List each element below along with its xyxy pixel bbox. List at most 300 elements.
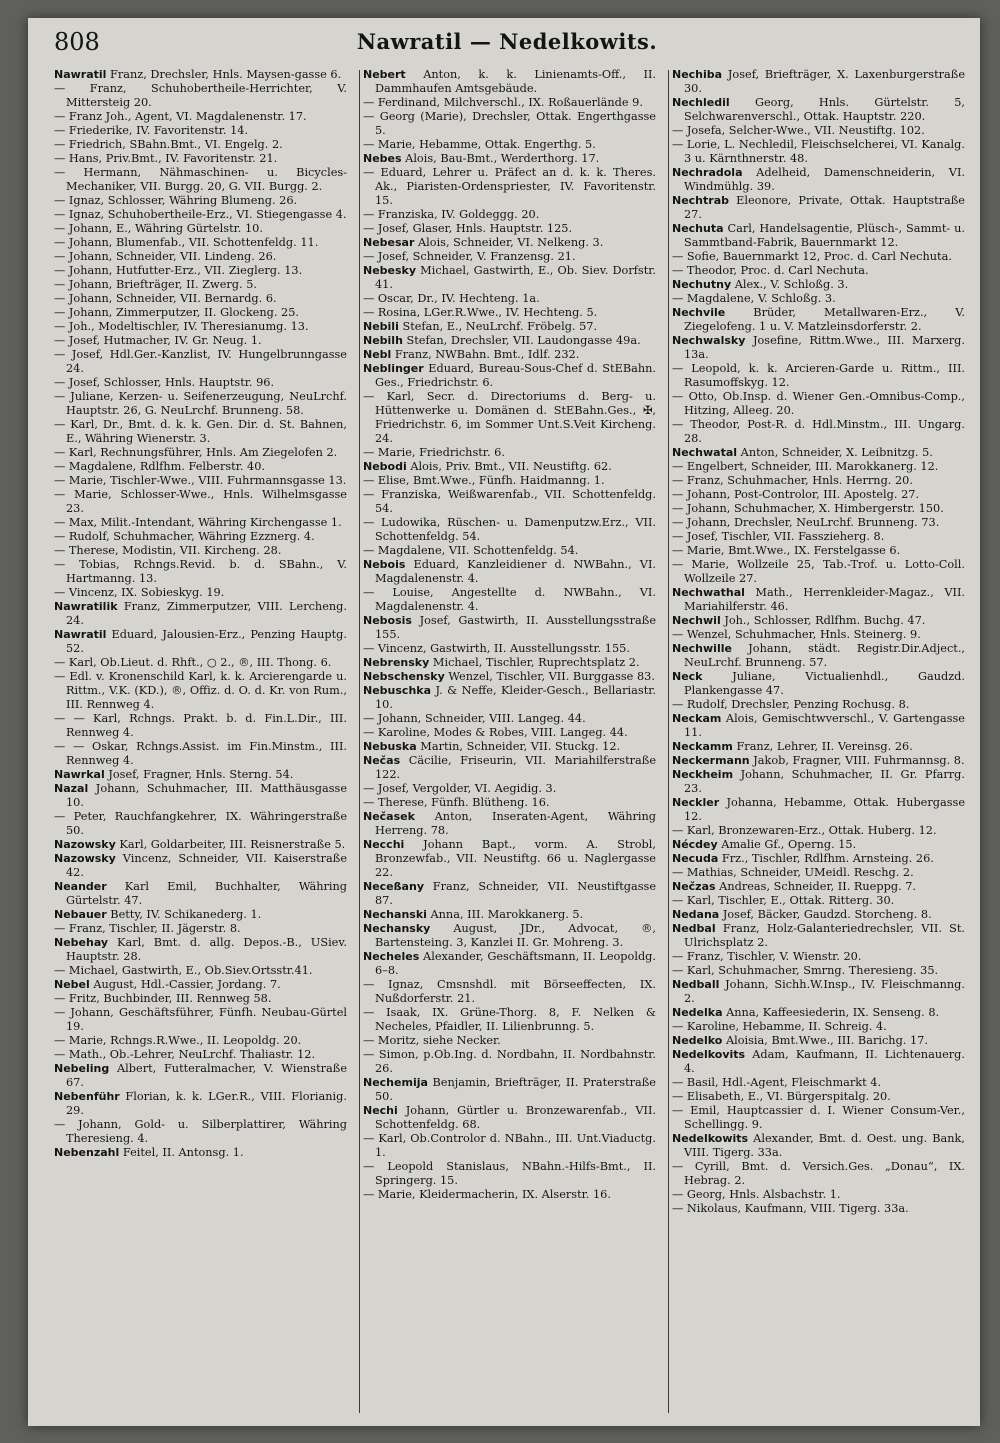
directory-entry: [672, 922, 965, 950]
entry-details: — Josef, Hutmacher, IV. Gr. Neug. 1.: [54, 334, 262, 347]
column-middle: [363, 68, 656, 1413]
directory-entry: [54, 740, 347, 768]
entry-details: — Cyrill, Bmt. d. Versich.Ges. „Donau“, IX. Hebrag. 2.: [672, 1160, 965, 1187]
directory-entry: [672, 1132, 965, 1160]
entry-details: Johann, Schuhmacher, II. Gr. Pfarrg. 23.: [684, 768, 965, 795]
directory-entry: [54, 138, 347, 152]
entry-details: — Franz, Tischler, II. Jägerstr. 8.: [54, 922, 241, 935]
entry-details: Franz, Zimmerputzer, VIII. Lercheng. 24.: [66, 600, 347, 627]
directory-entry: [672, 138, 965, 166]
directory-entry: [672, 614, 965, 628]
directory-entry: [672, 1090, 965, 1104]
directory-entry: [363, 348, 656, 362]
entry-details: — Therese, Fünfh. Blütheng. 16.: [363, 796, 550, 809]
directory-entry: [363, 320, 656, 334]
directory-entry: [54, 250, 347, 264]
entry-surname: Nečzas: [672, 880, 716, 893]
entry-details: Math., Herrenkleider-Magaz., VII. Mariahilferstr. 46.: [684, 586, 965, 613]
directory-entry: [363, 236, 656, 250]
entry-details: — Marie, Wollzeile 25, Tab.-Trof. u. Lotto-Coll. Wollzeile 27.: [672, 558, 965, 585]
directory-entry: [363, 488, 656, 516]
directory-entry: [54, 208, 347, 222]
entry-surname: Nebert: [363, 68, 406, 81]
entry-details: — Franz, Schuhmacher, Hnls. Herrng. 20.: [672, 474, 913, 487]
directory-entry: [672, 740, 965, 754]
entry-details: Eduard, Jalousien-Erz., Penzing Hauptg. 52.: [66, 628, 347, 655]
entry-details: Alois, Schneider, VI. Nelkeng. 3.: [418, 236, 604, 249]
directory-entry: [54, 418, 347, 446]
directory-entry: [363, 838, 656, 880]
entry-details: — Karoline, Hebamme, II. Schreig. 4.: [672, 1020, 887, 1033]
directory-entry: [672, 880, 965, 894]
entry-details: Feitel, II. Antonsg. 1.: [122, 1146, 244, 1159]
entry-details: Vincenz, Schneider, VII. Kaiserstraße 42.: [66, 852, 347, 879]
entry-details: — Franz, Tischler, V. Wienstr. 20.: [672, 950, 862, 963]
entry-surname: Nebschensky: [363, 670, 445, 683]
entry-details: — Theodor, Proc. d. Carl Nechuta.: [672, 264, 869, 277]
directory-entry: [363, 726, 656, 740]
entry-details: — Hermann, Nähmaschinen- u. Bicycles-Mechaniker, VII. Burgg. 20, G. VII. Burgg. 2.: [54, 166, 347, 193]
entry-surname: Nechwathal: [672, 586, 745, 599]
directory-entry: [363, 222, 656, 236]
directory-entry: [672, 460, 965, 474]
entry-details: — Karl, Tischler, E., Ottak. Ritterg. 30.: [672, 894, 895, 907]
entry-details: Karl Emil, Buchhalter, Währing Gürtelstr. 47.: [66, 880, 347, 907]
entry-details: — Vincenz, IX. Sobieskyg. 19.: [54, 586, 225, 599]
entry-details: Franz, NWBahn. Bmt., Idlf. 232.: [394, 348, 580, 361]
entry-details: Johann, Gürtler u. Bronzewarenfab., VII. Schottenfeldg. 68.: [375, 1104, 656, 1131]
entry-surname: Nebois: [363, 558, 406, 571]
directory-entry: [672, 334, 965, 362]
page-header: [54, 26, 960, 60]
entry-details: — Karl, Bronzewaren-Erz., Ottak. Huberg. 12.: [672, 824, 937, 837]
entry-surname: Necchi: [363, 838, 405, 851]
directory-entry: [54, 236, 347, 250]
directory-entry: [54, 376, 347, 390]
directory-entry: [54, 460, 347, 474]
entry-details: Stefan, E., NeuLrchf. Fröbelg. 57.: [402, 320, 598, 333]
directory-entry: [672, 1202, 965, 1216]
directory-entry: [54, 782, 347, 810]
entry-details: — — Oskar, Rchngs.Assist. im Fin.Minstm., III. Rennweg 4.: [54, 740, 347, 767]
entry-details: — Franz Joh., Agent, VI. Magdalenenstr. 17.: [54, 110, 307, 123]
directory-entry: [54, 768, 347, 782]
directory-entry: [363, 922, 656, 950]
entry-details: Eduard, Bureau-Sous-Chef d. StEBahn. Ges., Friedrichstr. 6.: [375, 362, 656, 389]
directory-entry: [54, 978, 347, 992]
entry-details: — Ignaz, Schlosser, Währing Blumeng. 26.: [54, 194, 298, 207]
entry-details: — Nikolaus, Kaufmann, VIII. Tigerg. 33a.: [672, 1202, 909, 1215]
directory-entry: [54, 1090, 347, 1118]
directory-entry: [54, 348, 347, 376]
directory-entry: [54, 936, 347, 964]
entry-details: — Johann, Briefträger, II. Zwerg. 5.: [54, 278, 257, 291]
directory-entry: [672, 558, 965, 586]
entry-details: — Johann, Schneider, VII. Lindeng. 26.: [54, 250, 277, 263]
directory-entry: [54, 152, 347, 166]
entry-details: — Josef, Glaser, Hnls. Hauptstr. 125.: [363, 222, 573, 235]
directory-entry: [363, 292, 656, 306]
entry-details: Benjamin, Briefträger, II. Praterstraße 50.: [375, 1076, 656, 1103]
entry-details: — Franz, Schuhobertheile-Herrichter, V. Mittersteig 20.: [54, 82, 347, 109]
directory-entry: [363, 614, 656, 642]
directory-entry: [672, 796, 965, 824]
entry-details: Josef, Briefträger, X. Laxenburgerstraße 30.: [684, 68, 965, 95]
entry-details: — Johann, Gold- u. Silberplattirer, Währing Theresieng. 4.: [54, 1118, 347, 1145]
entry-details: — Josef, Tischler, VII. Fasszieherg. 8.: [672, 530, 885, 543]
entry-details: Eduard, Kanzleidiener d. NWBahn., VI. Magdalenenstr. 4.: [375, 558, 656, 585]
entry-details: — Karl, Ob.Lieut. d. Rhft., ○ 2., ®, III. Thong. 6.: [54, 656, 332, 669]
entry-surname: Nechwille: [672, 642, 732, 655]
directory-entry: [672, 698, 965, 712]
entry-details: — Therese, Modistin, VII. Kircheng. 28.: [54, 544, 282, 557]
entry-details: Florian, k. k. LGer.R., VIII. Florianig. 29.: [66, 1090, 347, 1117]
directory-entry: [363, 978, 656, 1006]
entry-details: Johann, städt. Registr.Dir.Adject., NeuLrchf. Brunneng. 57.: [684, 642, 965, 669]
entry-surname: Nebuschka: [363, 684, 432, 697]
directory-entry: [672, 1188, 965, 1202]
directory-entry: [672, 1048, 965, 1076]
directory-entry: [363, 446, 656, 460]
entry-details: — Max, Milit.-Intendant, Währing Kirchengasse 1.: [54, 516, 342, 529]
directory-entry: [363, 264, 656, 292]
entry-details: — Ignaz, Schuhobertheile-Erz., VI. Stiegengasse 4.: [54, 208, 347, 221]
directory-entry: [672, 1034, 965, 1048]
entry-details: — Marie, Bmt.Wwe., IX. Ferstelgasse 6.: [672, 544, 901, 557]
entry-details: — Isaak, IX. Grüne-Thorg. 8, F. Nelken & Necheles, Pfaidler, II. Lilienbrunng. 5.: [363, 1006, 656, 1033]
directory-entry: [54, 82, 347, 110]
column-rule: [668, 70, 669, 1413]
entry-details: Georg, Hnls. Gürtelstr. 5, Selchwarenverschl., Ottak. Hauptstr. 220.: [684, 96, 965, 123]
entry-details: August, JDr., Advocat, ®, Bartensteing. 3, Kanzlei II. Gr. Mohreng. 3.: [375, 922, 656, 949]
directory-entry: [54, 306, 347, 320]
directory-entry: [363, 1006, 656, 1034]
directory-entry: [54, 488, 347, 516]
entry-details: Anton, k. k. Linienamts-Off., II. Dammhaufen Amtsgebäude.: [375, 68, 656, 95]
entry-details: — Eduard, Lehrer u. Präfect an d. k. k. Theres. Ak., Piaristen-Ordenspriester, IV. Favoritenstr. 15.: [363, 166, 656, 207]
entry-details: Karl, Goldarbeiter, III. Reisnerstraße 5.: [119, 838, 346, 851]
entry-details: — — Karl, Rchngs. Prakt. b. d. Fin.L.Dir., III. Rennweg 4.: [54, 712, 347, 739]
entry-details: Cäcilie, Friseurin, VII. Mariahilferstraße 122.: [375, 754, 656, 781]
entry-details: Jakob, Fragner, VIII. Fuhrmannsg. 8.: [753, 754, 965, 767]
entry-details: — Josefa, Selcher-Wwe., VII. Neustiftg. 102.: [672, 124, 925, 137]
entry-details: — Math., Ob.-Lehrer, NeuLrchf. Thaliastr. 12.: [54, 1048, 316, 1061]
entry-surname: Nawrkal: [54, 768, 105, 781]
entry-details: Anna, Kaffeesiederin, IX. Senseng. 8.: [726, 1006, 940, 1019]
entry-details: — Wenzel, Schuhmacher, Hnls. Steinerg. 9.: [672, 628, 921, 641]
directory-entry: [54, 558, 347, 586]
entry-surname: Nedelkovits: [672, 1048, 746, 1061]
entry-surname: Neckermann: [672, 754, 750, 767]
directory-entry: [672, 68, 965, 96]
directory-entry: [672, 530, 965, 544]
directory-entry: [54, 1006, 347, 1034]
entry-details: — Josef, Schneider, V. Franzensg. 21.: [363, 250, 576, 263]
directory-entry: [363, 880, 656, 908]
directory-entry: [363, 544, 656, 558]
entry-surname: Nedelko: [672, 1034, 723, 1047]
directory-entry: [54, 474, 347, 488]
entry-details: — Johann, Geschäftsführer, Fünfh. Neubau-Gürtel 19.: [54, 1006, 347, 1033]
entry-details: J. & Neffe, Kleider-Gesch., Bellariastr. 10.: [375, 684, 656, 711]
directory-entry: [363, 684, 656, 712]
entry-details: — Oscar, Dr., IV. Hechteng. 1a.: [363, 292, 540, 305]
entry-surname: Neckamm: [672, 740, 733, 753]
entry-surname: Nechledil: [672, 96, 730, 109]
directory-entry: [672, 670, 965, 698]
entry-surname: Nechtrab: [672, 194, 729, 207]
entry-surname: Nebenzahl: [54, 1146, 120, 1159]
directory-page: [28, 18, 980, 1426]
directory-entry: [672, 222, 965, 250]
directory-entry: [363, 460, 656, 474]
entry-details: — Karoline, Modes & Robes, VIII. Langeg. 44.: [363, 726, 628, 739]
entry-details: — Johann, E., Währing Gürtelstr. 10.: [54, 222, 263, 235]
directory-entry: [54, 166, 347, 194]
entry-details: — Franziska, IV. Goldeggg. 20.: [363, 208, 540, 221]
entry-details: Adelheid, Damenschneiderin, VI. Windmühlg. 39.: [684, 166, 965, 193]
entry-surname: Nebesky: [363, 264, 417, 277]
entry-surname: Nedelka: [672, 1006, 723, 1019]
entry-surname: Nechradola: [672, 166, 743, 179]
directory-entry: [363, 250, 656, 264]
entry-details: — Tobias, Rchngs.Revid. b. d. SBahn., V. Hartmanng. 13.: [54, 558, 347, 585]
entry-surname: Nečasek: [363, 810, 415, 823]
directory-entry: [54, 852, 347, 880]
directory-entry: [672, 1160, 965, 1188]
directory-entry: [672, 586, 965, 614]
directory-entry: [672, 838, 965, 852]
directory-entry: [363, 474, 656, 488]
directory-entry: [672, 642, 965, 670]
entry-surname: Nechansky: [363, 922, 431, 935]
entry-details: — Sofie, Bauernmarkt 12, Proc. d. Carl Nechuta.: [672, 250, 952, 263]
entry-details: Amalie Gf., Operng. 15.: [721, 838, 857, 851]
directory-entry: [54, 292, 347, 306]
entry-details: — Karl, Ob.Controlor d. NBahn., III. Unt.Viaductg. 1.: [363, 1132, 656, 1159]
directory-entry: [54, 334, 347, 348]
directory-entry: [672, 488, 965, 502]
entry-details: — Karl, Dr., Bmt. d. k. k. Gen. Dir. d. St. Bahnen, E., Währing Wienerstr. 3.: [54, 418, 347, 445]
entry-details: Anton, Inseraten-Agent, Währing Herreng. 78.: [375, 810, 656, 837]
directory-entry: [54, 964, 347, 978]
directory-entry: [54, 810, 347, 838]
entry-details: — Johann, Post-Controlor, III. Apostelg. 27.: [672, 488, 920, 501]
entry-surname: Nechemija: [363, 1076, 428, 1089]
directory-entry: [54, 1118, 347, 1146]
directory-entry: [54, 446, 347, 460]
entry-details: Andreas, Schneider, II. Rueppg. 7.: [719, 880, 917, 893]
directory-entry: [363, 208, 656, 222]
entry-details: Franz, Holz-Galanteriedrechsler, VII. St. Ulrichsplatz 2.: [684, 922, 965, 949]
directory-entry: [54, 516, 347, 530]
entry-details: Alois, Gemischtwverschl., V. Gartengasse 11.: [684, 712, 965, 739]
directory-entry: [363, 306, 656, 320]
directory-entry: [672, 754, 965, 768]
entry-details: — Karl, Secr. d. Directoriums d. Berg- u. Hüttenwerke u. Domänen d. StEBahn.Ges., ✠, Friedrichstr. 6, im Sommer Unt.S.Veit Kircheng. 24.: [363, 390, 656, 445]
entry-surname: Nazowsky: [54, 838, 116, 851]
directory-entry: [54, 194, 347, 208]
entry-details: — Ignaz, Cmsnshdl. mit Börseeffecten, IX. Nußdorferstr. 21.: [363, 978, 656, 1005]
entry-surname: Nečas: [363, 754, 401, 767]
directory-entry: [363, 782, 656, 796]
entry-surname: Nebosis: [363, 614, 412, 627]
entry-details: — Ferdinand, Milchverschl., IX. Roßauerlände 9.: [363, 96, 643, 109]
entry-details: August, Hdl.-Cassier, Jordang. 7.: [93, 978, 281, 991]
entry-details: — Marie, Rchngs.R.Wwe., II. Leopoldg. 20.: [54, 1034, 302, 1047]
entry-surname: Nebeling: [54, 1062, 110, 1075]
directory-entry: [54, 124, 347, 138]
entry-details: — Franziska, Weißwarenfab., VII. Schottenfeldg. 54.: [363, 488, 656, 515]
directory-entry: [363, 740, 656, 754]
entry-surname: Nawratil: [54, 628, 107, 641]
entry-details: — Johann, Schneider, VIII. Langeg. 44.: [363, 712, 586, 725]
directory-entry: [672, 516, 965, 530]
entry-details: Johanna, Hebamme, Ottak. Hubergasse 12.: [684, 796, 965, 823]
entry-details: Johann, Sichh.W.Insp., IV. Fleischmanng. 2.: [684, 978, 965, 1005]
directory-entry: [363, 558, 656, 586]
entry-surname: Neceßany: [363, 880, 424, 893]
entry-surname: Nebes: [363, 152, 402, 165]
entry-details: — Marie, Hebamme, Ottak. Engerthg. 5.: [363, 138, 596, 151]
directory-entry: [672, 852, 965, 866]
entry-details: — Josef, Vergolder, VI. Aegidig. 3.: [363, 782, 557, 795]
entry-surname: Nebodi: [363, 460, 407, 473]
entry-details: Eleonore, Private, Ottak. Hauptstraße 27.: [684, 194, 965, 221]
directory-entry: [363, 152, 656, 166]
entry-details: Carl, Handelsagentie, Plüsch-, Sammt- u. Sammtband-Fabrik, Bauernmarkt 12.: [684, 222, 965, 249]
directory-entry: [54, 670, 347, 712]
entry-details: Alexander, Bmt. d. Oest. ung. Bank, VIII. Tigerg. 33a.: [684, 1132, 965, 1159]
entry-details: — Johann, Drechsler, NeuLrchf. Brunneng. 73.: [672, 516, 940, 529]
directory-entry: [672, 250, 965, 264]
entry-surname: Neander: [54, 880, 107, 893]
directory-entry: [363, 1048, 656, 1076]
entry-details: — Georg (Marie), Drechsler, Ottak. Engerthgasse 5.: [363, 110, 656, 137]
directory-entry: [363, 908, 656, 922]
entry-details: — Friedrich, SBahn.Bmt., VI. Engelg. 2.: [54, 138, 283, 151]
entry-details: Frz., Tischler, Rdlfhm. Arnsteing. 26.: [721, 852, 934, 865]
column-rule: [359, 70, 360, 1413]
directory-entry: [54, 278, 347, 292]
entry-surname: Nebili: [363, 320, 399, 333]
entry-details: — Karl, Schuhmacher, Smrng. Theresieng. 35.: [672, 964, 939, 977]
directory-entry: [363, 390, 656, 446]
entry-details: Michael, Gastwirth, E., Ob. Siev. Dorfstr. 41.: [375, 264, 656, 291]
directory-entry: [54, 1062, 347, 1090]
directory-entry: [363, 1132, 656, 1160]
entry-details: Adam, Kaufmann, II. Lichtenauerg. 4.: [684, 1048, 965, 1075]
entry-details: Wenzel, Tischler, VII. Burggasse 83.: [448, 670, 655, 683]
entry-details: Franz, Schneider, VII. Neustiftgasse 87.: [375, 880, 656, 907]
entry-details: — Moritz, siehe Necker.: [363, 1034, 501, 1047]
directory-entry: [363, 166, 656, 208]
entry-details: — Rudolf, Drechsler, Penzing Rochusg. 8.: [672, 698, 910, 711]
entry-details: — Engelbert, Schneider, III. Marokkanerg. 12.: [672, 460, 939, 473]
entry-surname: Neblinger: [363, 362, 424, 375]
entry-details: Franz, Drechsler, Hnls. Maysen-gasse 6.: [110, 68, 342, 81]
entry-surname: Nécdey: [672, 838, 718, 851]
directory-entry: [363, 656, 656, 670]
entry-surname: Nedbal: [672, 922, 716, 935]
entry-surname: Nechwil: [672, 614, 721, 627]
entry-details: Anna, III. Marokkanerg. 5.: [430, 908, 584, 921]
entry-details: — Edl. v. Kronenschild Karl, k. k. Arcierengarde u. Rittm., V.K. (KD.), ®, Offiz. d. O. d. Kr. von Rum., III. Rennweg 4.: [54, 670, 347, 711]
entry-details: — Johann, Zimmerputzer, II. Glockeng. 25.: [54, 306, 300, 319]
entry-details: — Rosina, LGer.R.Wwe., IV. Hechteng. 5.: [363, 306, 598, 319]
entry-surname: Nechanski: [363, 908, 427, 921]
directory-entry: [672, 278, 965, 292]
entry-details: Josefine, Rittm.Wwe., III. Marxerg. 13a.: [684, 334, 965, 361]
directory-entry: [672, 502, 965, 516]
entry-details: Josef, Fragner, Hnls. Sterng. 54.: [108, 768, 294, 781]
entry-details: Michael, Tischler, Ruprechtsplatz 2.: [432, 656, 640, 669]
directory-entry: [672, 894, 965, 908]
directory-entry: [363, 642, 656, 656]
column-right: [672, 68, 965, 1413]
entry-details: — Johann, Hutfutter-Erz., VII. Zieglerg. 13.: [54, 264, 303, 277]
directory-entry: [672, 194, 965, 222]
entry-surname: Nawratil: [54, 68, 107, 81]
directory-entry: [363, 1160, 656, 1188]
entry-surname: Nedball: [672, 978, 720, 991]
directory-entry: [672, 390, 965, 418]
entry-details: Brüder, Metallwaren-Erz., V. Ziegelofeng. 1 u. V. Matzleinsdorferstr. 2.: [684, 306, 965, 333]
directory-entry: [672, 908, 965, 922]
directory-entry: [363, 68, 656, 96]
entry-details: — Emil, Hauptcassier d. I. Wiener Consum-Ver., Schellingg. 9.: [672, 1104, 965, 1131]
entry-surname: Nebehay: [54, 936, 109, 949]
directory-entry: [672, 418, 965, 446]
entry-surname: Nebesar: [363, 236, 415, 249]
entry-details: Josef, Bäcker, Gaudzd. Storcheng. 8.: [722, 908, 932, 921]
directory-entry: [54, 712, 347, 740]
entry-surname: Nechwatal: [672, 446, 738, 459]
entry-details: — Georg, Hnls. Alsbachstr. 1.: [672, 1188, 841, 1201]
directory-entry: [672, 166, 965, 194]
entry-surname: Nedelkowits: [672, 1132, 749, 1145]
directory-entry: [54, 1034, 347, 1048]
directory-entry: [363, 796, 656, 810]
entry-surname: Neckler: [672, 796, 720, 809]
entry-surname: Nazowsky: [54, 852, 116, 865]
entry-details: — Marie, Kleidermacherin, IX. Alserstr. 16.: [363, 1188, 611, 1201]
entry-details: Anton, Schneider, X. Leibnitzg. 5.: [740, 446, 933, 459]
directory-entry: [363, 110, 656, 138]
entry-surname: Neckam: [672, 712, 722, 725]
entry-details: — Fritz, Buchbinder, III. Rennweg 58.: [54, 992, 272, 1005]
entry-details: — Lorie, L. Nechledil, Fleischselcherei, VI. Kanalg. 3 u. Kärnthnerstr. 48.: [672, 138, 965, 165]
directory-entry: [363, 950, 656, 978]
directory-entry: [54, 68, 347, 82]
directory-entry: [672, 362, 965, 390]
entry-surname: Nebl: [363, 348, 392, 361]
entry-surname: Necuda: [672, 852, 719, 865]
directory-entry: [672, 306, 965, 334]
entry-surname: Neckheim: [672, 768, 734, 781]
directory-entry: [672, 824, 965, 838]
entry-surname: Nechwalsky: [672, 334, 746, 347]
entry-details: Alexander, Geschäftsmann, II. Leopoldg. 6–8.: [375, 950, 656, 977]
entry-details: — Magdalene, Rdlfhm. Felberstr. 40.: [54, 460, 266, 473]
entry-details: Alex., V. Schloßg. 3.: [734, 278, 849, 291]
entry-surname: Neck: [672, 670, 703, 683]
directory-entry: [54, 922, 347, 936]
entry-details: — Elisabeth, E., VI. Bürgerspitalg. 20.: [672, 1090, 891, 1103]
directory-entry: [363, 586, 656, 614]
entry-surname: Nawratilik: [54, 600, 118, 613]
entry-surname: Nedana: [672, 908, 720, 921]
